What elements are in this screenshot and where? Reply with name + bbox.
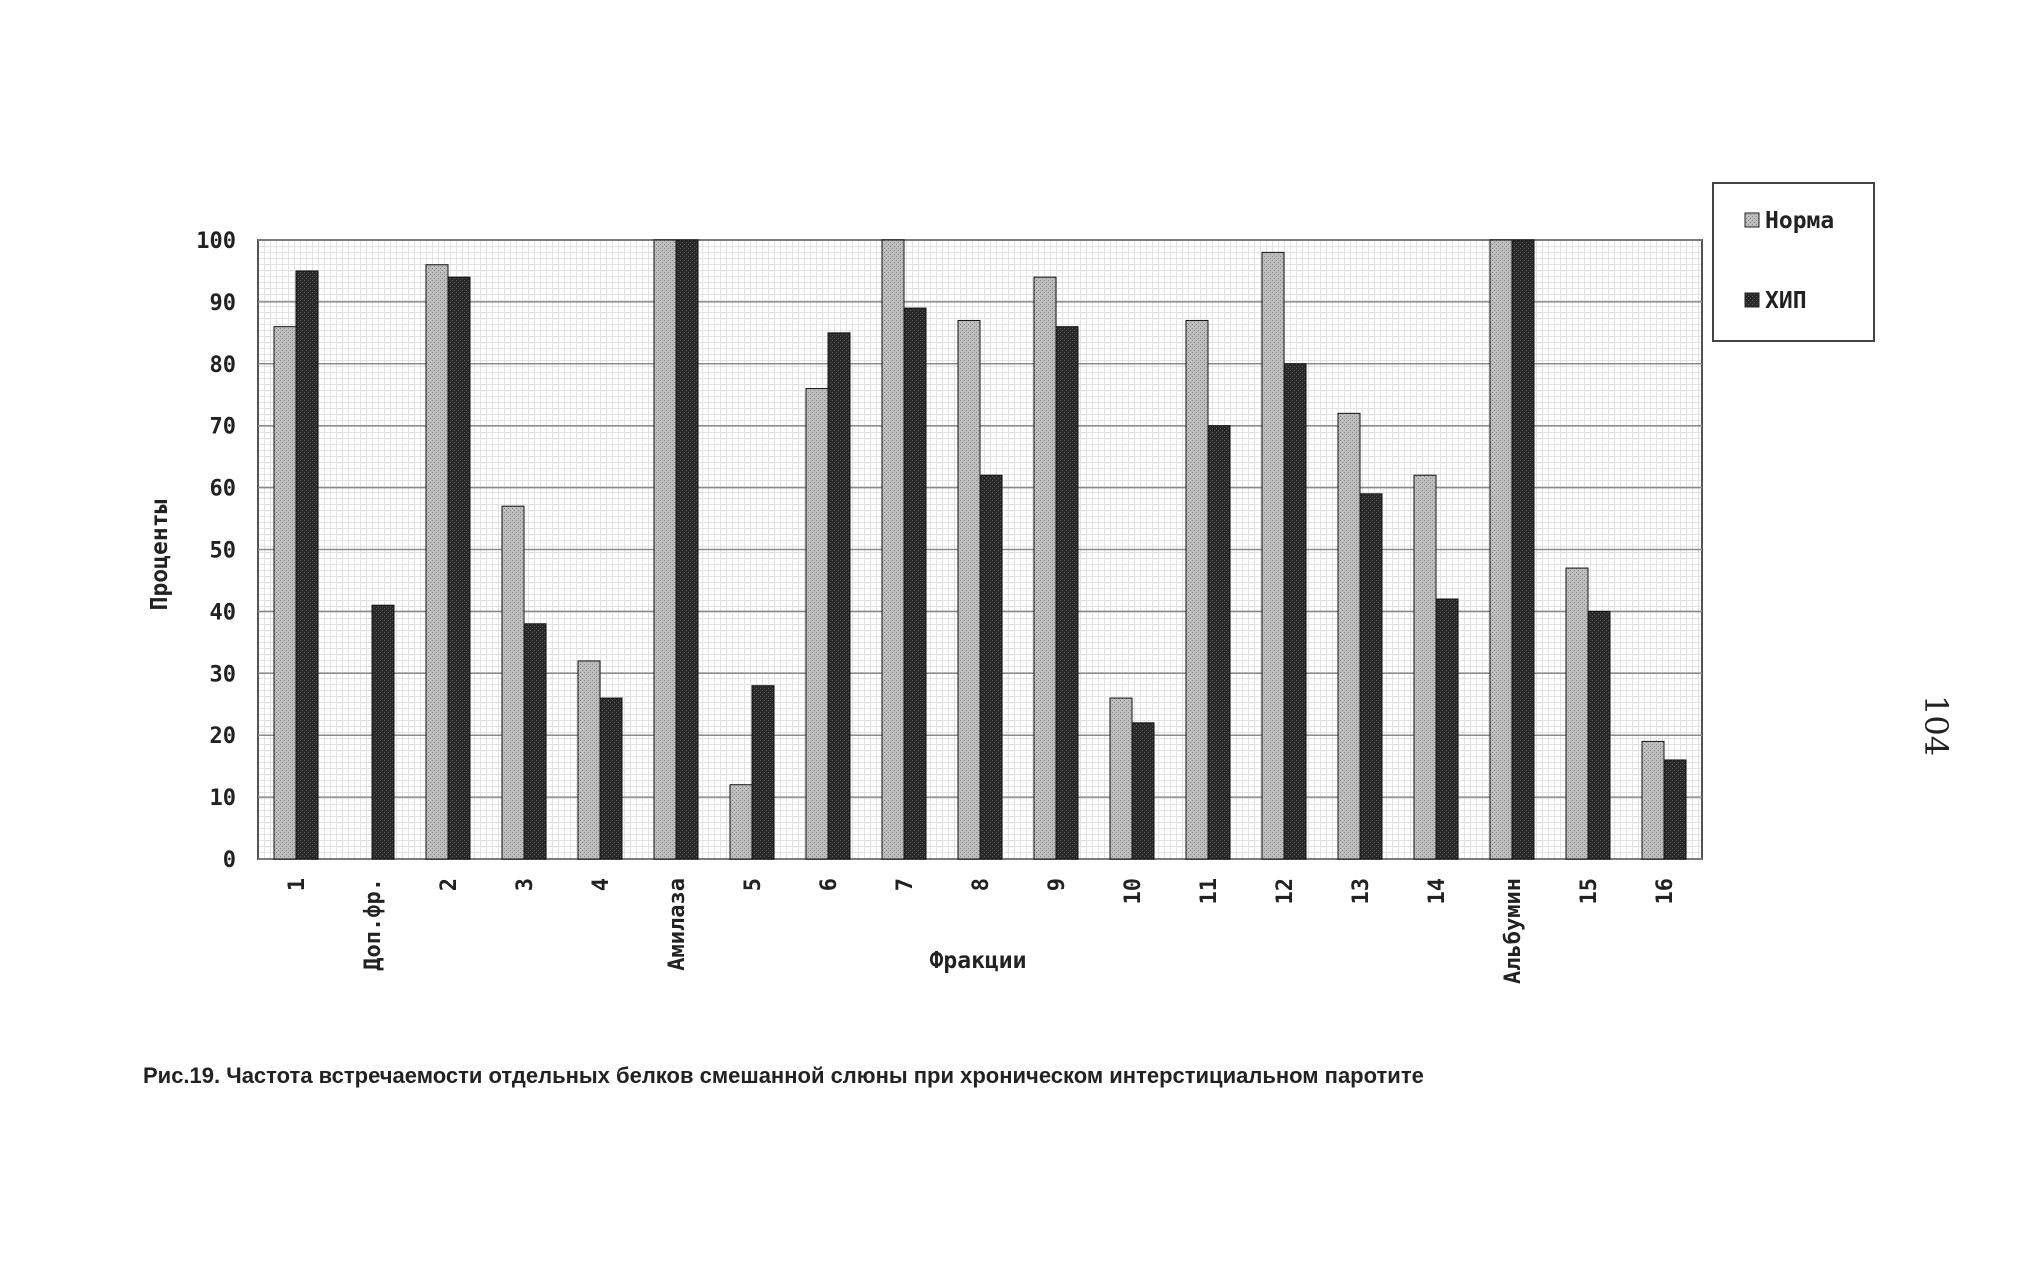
bar-norma (1110, 698, 1132, 859)
y-tick-label: 100 (196, 229, 236, 254)
bar-norma (1642, 741, 1664, 859)
bar-norma (654, 240, 676, 859)
x-tick-label: 1 (285, 878, 310, 892)
bar-hip (1208, 426, 1230, 859)
x-tick-label: 15 (1577, 878, 1602, 905)
bar-hip (1588, 611, 1610, 859)
bar-hip (1436, 599, 1458, 859)
y-tick-label: 10 (209, 786, 236, 812)
bar-hip (1512, 240, 1534, 859)
bar-hip (1664, 760, 1686, 859)
bar-hip (752, 686, 774, 859)
bar-norma (1566, 568, 1588, 859)
bar-norma (1338, 413, 1360, 859)
x-tick-label: 6 (817, 878, 842, 892)
y-tick-label: 80 (209, 352, 236, 378)
figure-caption: Рис.19. Частота встречаемости отдельных белков смешанной слюны при хроническом интерстициальном паротите (143, 1063, 1424, 1088)
x-tick-label: 9 (1045, 878, 1070, 892)
bar-norma (1262, 252, 1284, 859)
y-axis-title: Проценты (147, 499, 173, 611)
y-tick-labels (196, 229, 236, 873)
legend-swatch-hip (1745, 293, 1759, 307)
legend-label-hip: ХИП (1765, 288, 1807, 314)
y-tick-label: 50 (209, 538, 236, 564)
x-tick-label: Амилаза (665, 878, 690, 971)
bar-norma (426, 265, 448, 859)
x-tick-label: Альбумин (1501, 878, 1526, 984)
bar-norma (502, 506, 524, 859)
y-tick-label: 20 (209, 724, 236, 750)
x-tick-label: Доп.фр. (361, 878, 386, 971)
y-tick-label: 30 (209, 662, 236, 688)
bar-hip (296, 271, 318, 859)
legend-swatch-norma (1745, 213, 1759, 227)
bar-norma (274, 327, 296, 859)
bar-hip (1132, 723, 1154, 859)
y-tick-label: 60 (209, 476, 236, 502)
bar-norma (578, 661, 600, 859)
bar-norma (1414, 475, 1436, 859)
bar-hip (524, 624, 546, 859)
x-tick-label: 8 (969, 878, 994, 892)
legend-box (1713, 183, 1874, 341)
bar-norma (882, 240, 904, 859)
y-tick-label: 40 (209, 600, 236, 626)
x-axis-title: Фракции (929, 948, 1027, 974)
bar-hip (1284, 364, 1306, 859)
page-number: 104 (1917, 695, 1955, 757)
bar-hip (372, 605, 394, 859)
x-tick-label: 7 (893, 878, 918, 892)
bar-hip (980, 475, 1002, 859)
bar-hip (828, 333, 850, 859)
bar-hip (676, 240, 698, 859)
bar-norma (730, 785, 752, 859)
bar-norma (1490, 240, 1512, 859)
bar-norma (1034, 277, 1056, 859)
x-tick-label: 13 (1349, 878, 1374, 905)
x-tick-label: 14 (1425, 878, 1450, 905)
x-tick-label: 2 (437, 878, 462, 892)
bar-hip (904, 308, 926, 859)
y-tick-label: 0 (222, 848, 236, 873)
bar-hip (600, 698, 622, 859)
bar-norma (806, 389, 828, 859)
x-tick-label: 5 (741, 878, 766, 892)
y-tick-label: 70 (209, 414, 236, 440)
x-tick-label: 3 (513, 878, 538, 892)
bar-norma (1186, 320, 1208, 859)
y-tick-label: 90 (209, 290, 236, 316)
x-tick-label: 4 (589, 878, 614, 892)
bar-hip (448, 277, 470, 859)
x-tick-label: 12 (1273, 878, 1298, 905)
bar-norma (958, 320, 980, 859)
bar-hip (1056, 327, 1078, 859)
x-tick-label: 10 (1121, 878, 1146, 905)
x-tick-label: 11 (1197, 878, 1222, 905)
bar-hip (1360, 494, 1382, 859)
legend (1713, 183, 1874, 341)
x-tick-label: 16 (1653, 878, 1678, 905)
legend-label-norma: Норма (1765, 208, 1835, 234)
